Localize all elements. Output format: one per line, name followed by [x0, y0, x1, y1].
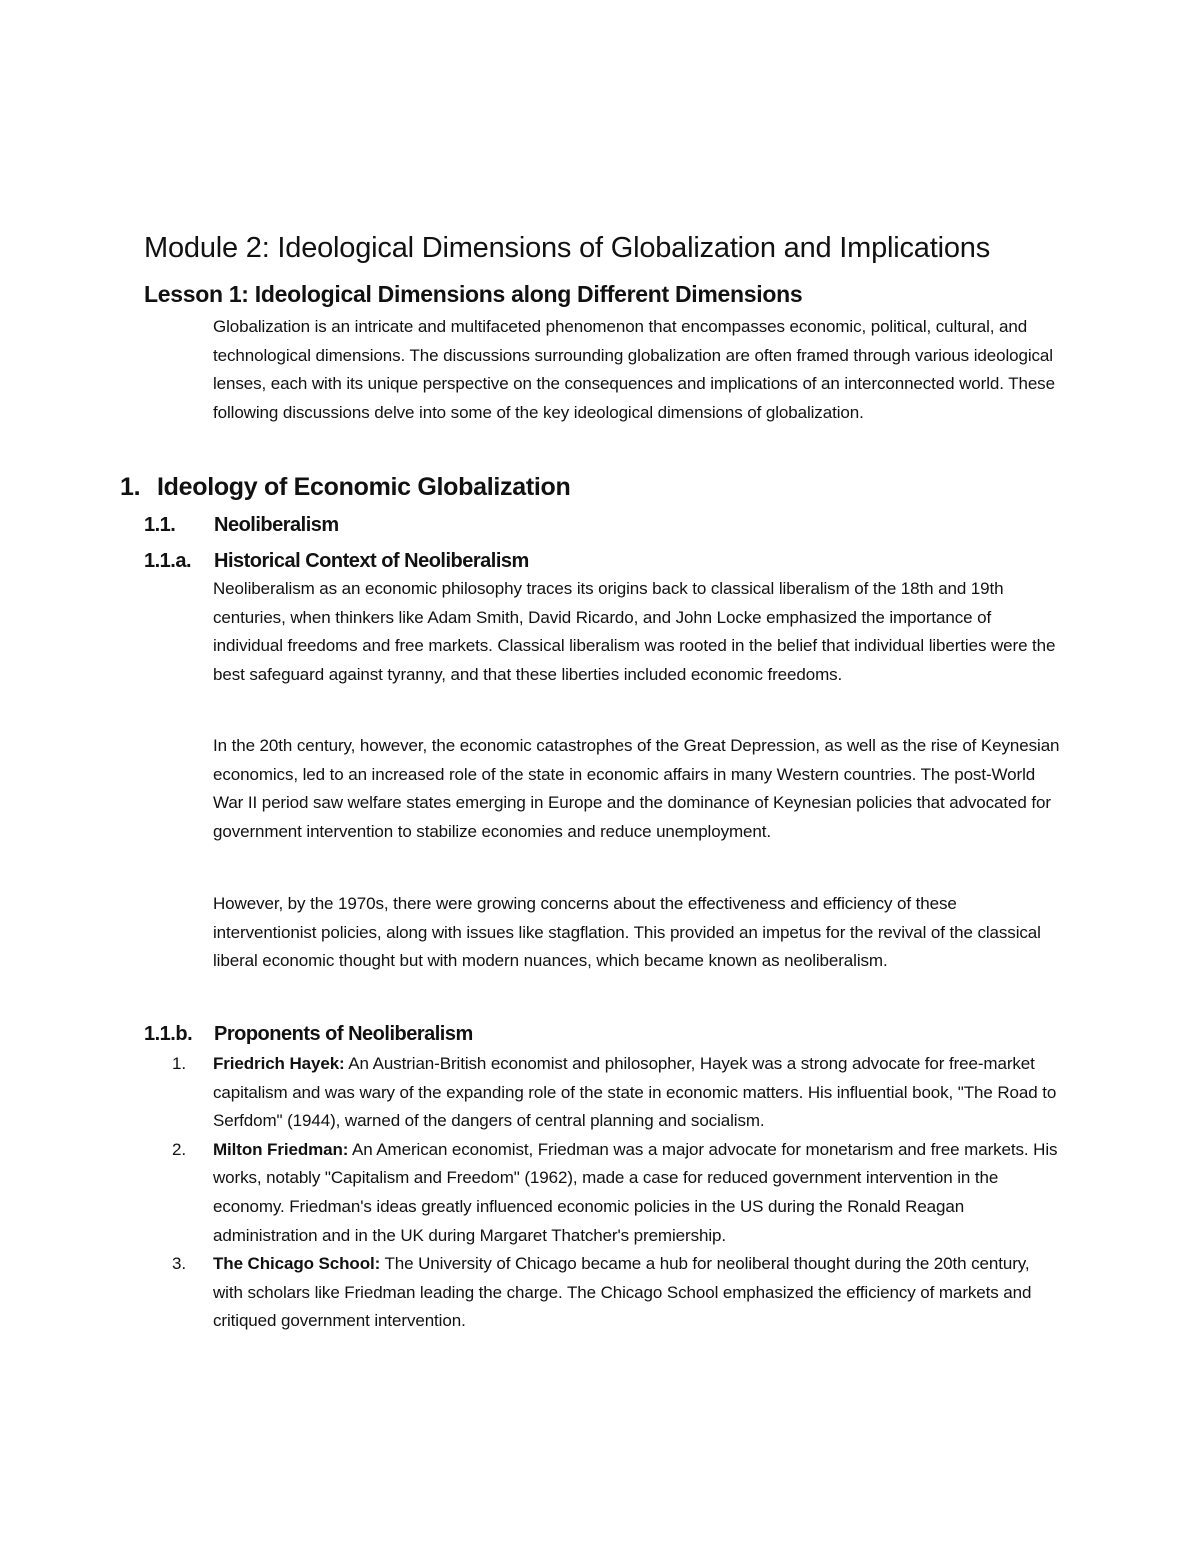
subheading-text: Historical Context of Neoliberalism [214, 550, 529, 572]
list-item-name: Milton Friedman: [213, 1139, 349, 1159]
list-item [172, 1136, 1063, 1250]
subheading-proponents [144, 1019, 473, 1049]
subheading-number: 1.1.b. [144, 1023, 193, 1045]
subheading-text: Neoliberalism [214, 514, 339, 536]
subheading-text: Proponents of Neoliberalism [214, 1023, 473, 1045]
lesson-title: Lesson 1: Ideological Dimensions along Different Dimensions [144, 281, 803, 307]
section-heading [120, 470, 570, 504]
list-item-number: 2. [172, 1139, 186, 1159]
proponents-list [172, 1050, 1072, 1336]
list-item-text: The University of Chicago became a hub for neoliberal thought during the 20th century, with scholars like Friedman leading the charge. The Chicago School emphasized the efficiency of markets and critiqued government intervention. [213, 1254, 1032, 1331]
list-item-name: The Chicago School: [213, 1254, 381, 1274]
list-item-number: 1. [172, 1054, 186, 1073]
list-item [172, 1050, 1063, 1136]
paragraph-historical-context-3: However, by the 1970s, there were growing concerns about the effectiveness and efficiency of these interventionist policies, along with issues like stagflation. This provided an impetus for the revival of the classical liberal economic thought but with modern nuances, which became known as neoliberalism. [213, 894, 1041, 971]
intro-paragraph: Globalization is an intricate and multifaceted phenomenon that encompasses economic, political, cultural, and technological dimensions. The discussions surrounding globalization are often framed through various ideological lenses, each with its unique perspective on the consequences and implications of an interconnected world. These following discussions delve into some of the key ideological dimensions of globalization. [213, 317, 1055, 422]
list-item [172, 1250, 1063, 1336]
list-item-text: An Austrian-British economist and philosopher, Hayek was a strong advocate for free-market capitalism and was wary of the expanding role of the state in economic matters. His influential book, "The Road to Serfdom" (1944), warned of the dangers of central planning and socialism. [213, 1054, 1057, 1131]
paragraph-historical-context-1: Neoliberalism as an economic philosophy traces its origins back to classical liberalism of the 18th and 19th centuries, when thinkers like Adam Smith, David Ricardo, and John Locke emphasized the importance of individual freedoms and free markets. Classical liberalism was rooted in the belief that individual liberties were the best safeguard against tyranny, and that these liberties included economic freedoms. [213, 579, 1056, 684]
subheading-neoliberalism [144, 510, 339, 540]
subheading-number: 1.1.a. [144, 550, 192, 572]
section-title-text: Ideology of Economic Globalization [157, 473, 571, 501]
subheading-historical-context [144, 546, 529, 576]
list-item-name: Friedrich Hayek: [213, 1054, 345, 1073]
list-item-number: 3. [172, 1254, 186, 1274]
list-item-text: An American economist, Friedman was a major advocate for monetarism and free markets. His works, notably "Capitalism and Freedom" (1962), made a case for reduced government intervention in the economy. Friedman's ideas greatly influenced economic policies in the US during the Ronald Reagan administration and in the UK during Margaret Thatcher's premiership. [213, 1139, 1058, 1245]
section-number: 1. [120, 473, 141, 501]
module-title: Module 2: Ideological Dimensions of Globalization and Implications [144, 232, 990, 264]
paragraph-historical-context-2: In the 20th century, however, the economic catastrophes of the Great Depression, as well as the rise of Keynesian economics, led to an increased role of the state in economic affairs in many Western countries. The post-World War II period saw welfare states emerging in Europe and the dominance of Keynesian policies that advocated for government intervention to stabilize economies and reduce unemployment. [213, 736, 1060, 841]
subheading-number: 1.1. [144, 514, 176, 536]
